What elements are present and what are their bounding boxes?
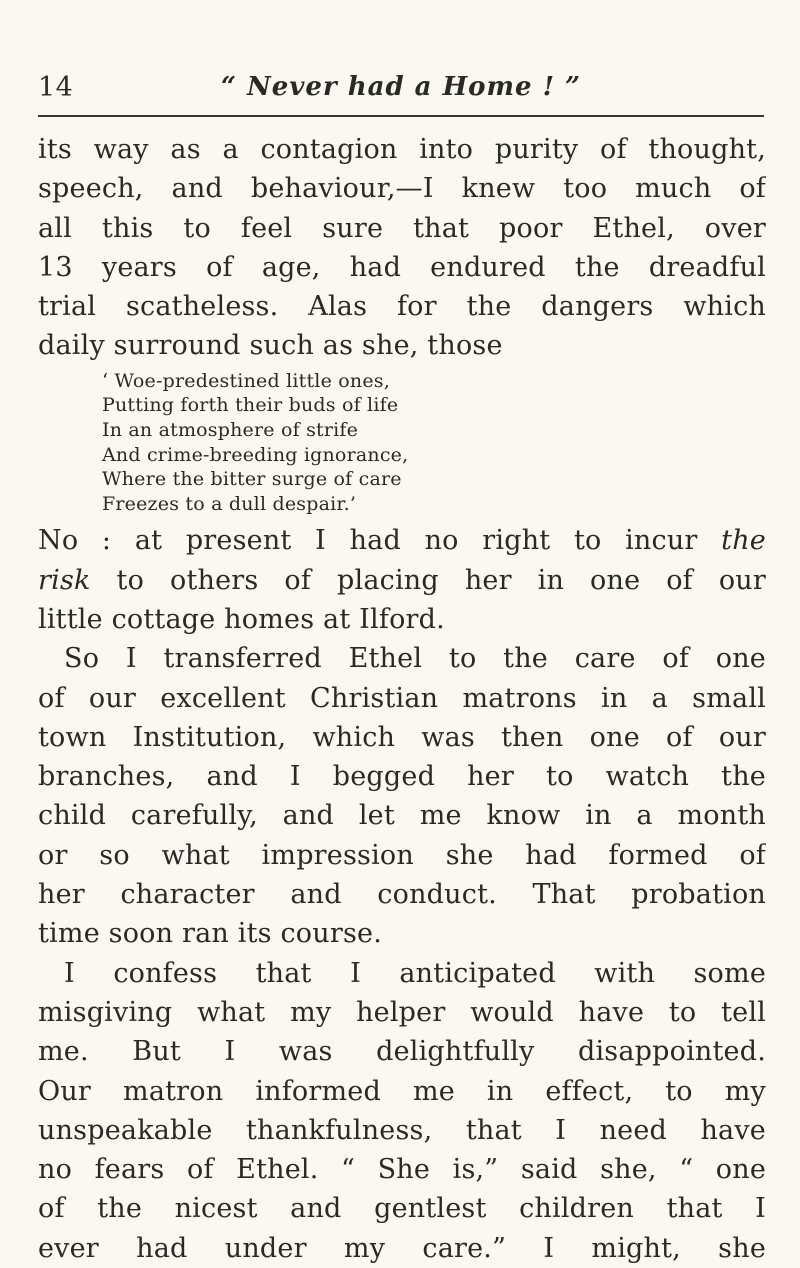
text-line: me. But I was delightfully disappointed. [38,1036,766,1068]
text-line [38,561,766,600]
page-header [38,72,764,112]
text-segment: No : at present I had no right to incur [38,525,722,557]
verse-quotation [38,369,766,517]
text-line: of our excellent Christian matrons in a small [38,682,766,714]
text-line: unspeakable thankfulness, that I need have [38,1114,766,1146]
verse-line: And crime-breeding ignorance, [102,443,409,466]
text-line: Our matron informed me in effect, to my [38,1075,766,1107]
text-line: of the nicest and gentlest children that I [38,1193,766,1225]
verse-line: Freezes to a dull despair.’ [102,492,357,515]
text-line: speech, and behaviour,—I knew too much of [38,173,766,205]
verse-line: ‘ Woe-predestined little ones, [102,369,390,392]
text-line: no fears of Ethel. “ She is,” said she, “ one [38,1154,766,1186]
text-line: trial scatheless. Alas for the dangers which [38,291,766,323]
text-line: 13 years of age, had endured the dreadful [38,251,766,283]
text-segment: to others of placing her in one of our [90,564,766,596]
text-line: little cottage homes at Ilford. [38,603,445,635]
text-line: So I transferred Ethel to the care of one [64,643,766,675]
italic-text: the [721,525,766,557]
text-line: time soon ran its course. [38,918,382,950]
text-line: its way as a contagion into purity of thought, [38,134,766,165]
italic-text: risk [38,564,91,596]
body-text [38,130,766,1268]
running-head: “ Never had a Home ! ” [220,72,582,102]
text-line [38,521,766,560]
text-line: or so what impression she had formed of [38,839,766,871]
text-line: daily surround such as she, those [38,330,503,362]
text-line: town Institution, which was then one of our [38,721,766,753]
verse-line: In an atmosphere of strife [102,418,359,441]
verse-line: Where the bitter surge of care [102,468,402,491]
text-line: branches, and I begged her to watch the [38,761,766,793]
verse-line: Putting forth their buds of life [102,394,399,417]
text-line: her character and conduct. That probation [38,879,766,911]
header-rule [38,115,764,117]
text-line: child carefully, and let me know in a month [38,800,766,832]
text-line: I confess that I anticipated with some [64,957,766,989]
page-number: 14 [38,72,74,103]
text-line: all this to feel sure that poor Ethel, over [38,212,766,244]
text-line: misgiving what my helper would have to tell [38,996,766,1028]
text-line: ever had under my care.” I might, she [38,1232,766,1264]
